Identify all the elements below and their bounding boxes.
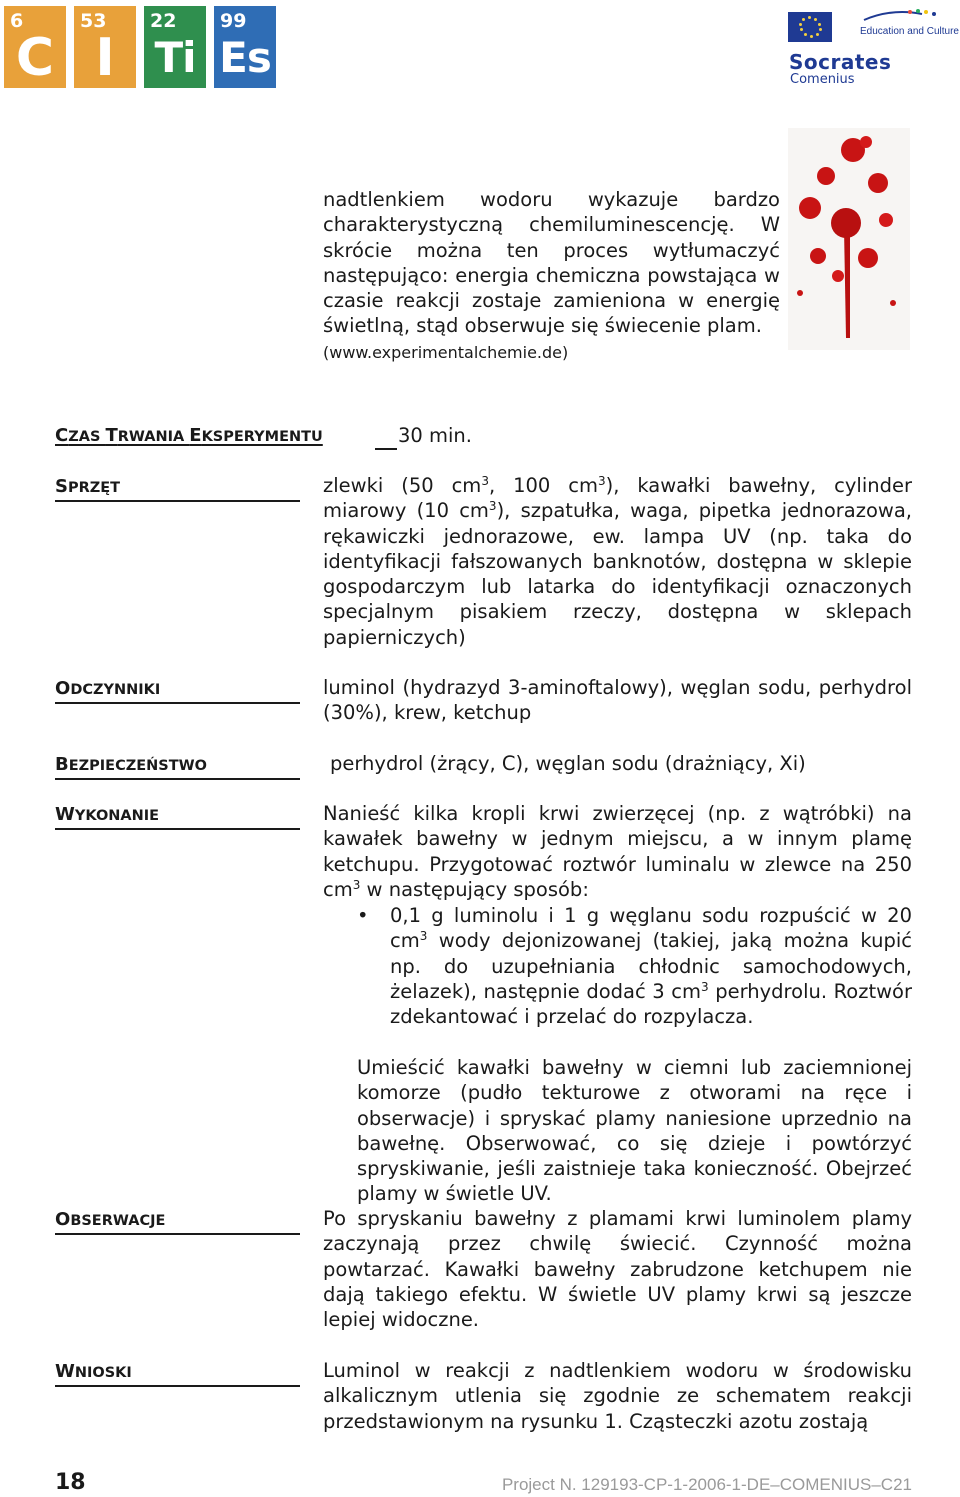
page-number: 18 [55, 1470, 86, 1495]
text-part: Nanieść kilka kropli krwi zwierzęcej (np. z wątróbki) na kawałek bawełny w jednym miejscu, a w innym plamę ketchupu. Przygotować roztwór luminalu w zlewce na 250 cm [323, 802, 912, 901]
logo-letter: Ti [154, 33, 196, 82]
section-text-wykonanie-continued [357, 1055, 912, 1207]
duration-label-rest: ZAS [68, 429, 106, 445]
label-rest: BSERWACJE [70, 1213, 166, 1229]
text-part: luminol (hydrazyd 3-aminoftalowy), węglan sodu, perhydrol (30%), krew, ketchup [323, 676, 912, 725]
superscript: 3 [597, 474, 606, 488]
label-cap: O [55, 678, 71, 699]
intro-text: nadtlenkiem wodoru wykazuje bardzo charakterystyczną chemiluminescencję. W skrócie można ten proces wytłumaczyć następująco: energia chemiczna powstająca w czasie reakcji zostaje zamieniona w energię świetlną, stąd obserwuje się świecenie plam. [323, 188, 780, 338]
section-label-wnioski [55, 1360, 300, 1387]
eu-flag-icon [788, 12, 832, 42]
logo-tile-ti [144, 6, 206, 88]
duration-label [55, 424, 323, 449]
section-label-obserwacje [55, 1208, 300, 1235]
label-rest: PRZĘT [67, 480, 121, 496]
duration-label-cap: E [189, 425, 202, 446]
section-label-wykonanie [55, 803, 300, 830]
duration-value: 30 min. [398, 424, 472, 447]
text-part: perhydrolu. Roztwór zdekantować i przelać do rozpylacza. [390, 979, 912, 1029]
text-part: Umieścić kawałki bawełny w ciemni lub zaciemnionej komorze (pudło tekturowe z otworami na ręce i obserwacje) i spryskać plamy naniesione uprzednio na bawełnę. Obserwować, co się dzieje i powtórzyć spryskiwanie, jeśli zaistnieje taka konieczność. Obejrzeć plamy w świetle UV. [357, 1056, 912, 1206]
label-cap: B [55, 754, 69, 775]
comenius-logo-text: Comenius [790, 72, 855, 87]
socrates-logo-text: Socrates [789, 50, 892, 74]
label-rest: NIOSKI [74, 1365, 132, 1381]
text-part: , 100 cm [488, 474, 598, 497]
logo-tile-i [74, 6, 136, 88]
logo-number: 99 [220, 10, 247, 32]
text-part: zlewki (50 cm [323, 474, 482, 497]
label-cap: W [55, 804, 75, 825]
duration-label-cap: C [55, 425, 69, 446]
section-text-obserwacje [323, 1206, 912, 1332]
section-label-sprzet [55, 475, 300, 502]
logo-number: 6 [10, 10, 24, 32]
logo-tile-es [214, 6, 276, 88]
duration-label-rest: RWANIA [117, 429, 190, 445]
section-text-odczynniki [323, 675, 912, 726]
education-culture-text: Education and Culture [860, 26, 959, 37]
source-link: (www.experimentalchemie.de) [323, 342, 569, 362]
duration-label-rest: KSPERYMENTU [201, 429, 323, 445]
superscript: 3 [481, 474, 489, 488]
superscript: 3 [419, 929, 428, 944]
section-label-odczynniki [55, 677, 300, 704]
bullet-icon: • [357, 904, 369, 927]
text-part: w następujący sposób: [360, 877, 589, 901]
superscript: 3 [701, 979, 709, 994]
logo-letter: Es [219, 33, 271, 82]
section-text-sprzet [323, 473, 912, 650]
text-part: 0,1 g luminolu i 1 g węglanu sodu rozpuścić w 20 cm [390, 904, 912, 953]
blood-splatter-image [788, 128, 910, 350]
logo-number: 53 [80, 10, 107, 32]
section-text-bezpieczenstwo [330, 751, 912, 776]
project-id: Project N. 129193-CP-1-2006-1-DE–COMENIUS–C21 [501, 1475, 912, 1494]
superscript: 3 [488, 499, 497, 514]
section-text-wnioski [323, 1358, 912, 1434]
logo-number: 22 [150, 10, 177, 32]
superscript: 3 [352, 877, 361, 892]
text-part: ), szpatułka, waga, pipetka jednorazowa, rękawiczki jednorazowe, ew. lampa UV (np. taka do identyfikacji fałszowanych banknotów, dostępna w sklepie gospodarczym lub latarka do identyfikacji oznaczonych specjalnym pisakiem rzeczy, dostępna w sklepach papierniczych) [323, 499, 913, 649]
text-part: Po spryskaniu bawełny z plamami krwi luminolem plamy zaczynają przez chwilę świecić. Czynność można powtarzać. Kawałki bawełny zabrudzone ketchupem nie dają takiego efektu. W świetle UV plamy krwi są jeszcze lepiej widoczne. [323, 1207, 912, 1332]
label-cap: O [55, 1209, 71, 1230]
text-part: wody dejonizowanej (takiej, jaką można kupić np. do uzupełniania chłodnic samochodowych, żelazek), następnie dodać 3 cm [390, 929, 912, 1003]
duration-underline-extension [375, 448, 397, 450]
section-label-bezpieczenstwo [55, 753, 300, 780]
text-part: Luminol w reakcji z nadtlenkiem wodoru w środowisku alkalicznym utlenia się zgodnie ze schematem reakcji przedstawionym na rysunku 1. Cząsteczki azotu zostają [323, 1359, 912, 1433]
text-part: ), kawałki bawełny, cylinder miarowy (10 cm [323, 474, 912, 523]
label-rest: DCZYNNIKI [70, 682, 161, 698]
label-cap: W [55, 1361, 75, 1382]
label-cap: S [55, 476, 68, 497]
label-rest: EZPIECZEŃSTWO [68, 758, 207, 774]
text-part: perhydrol (żrący, C), węglan sodu (drażniący, Xi) [330, 752, 806, 775]
section-text-wykonanie [323, 801, 912, 902]
intro-paragraph [323, 187, 780, 365]
label-rest: YKONANIE [74, 808, 160, 824]
bullet-item-text [390, 903, 912, 1029]
logo-tile-c [4, 6, 66, 88]
education-culture-swoosh-icon [862, 6, 952, 26]
duration-label-cap: T [105, 425, 118, 446]
logo-letter: C [15, 28, 55, 88]
logo-letter: I [95, 28, 115, 88]
